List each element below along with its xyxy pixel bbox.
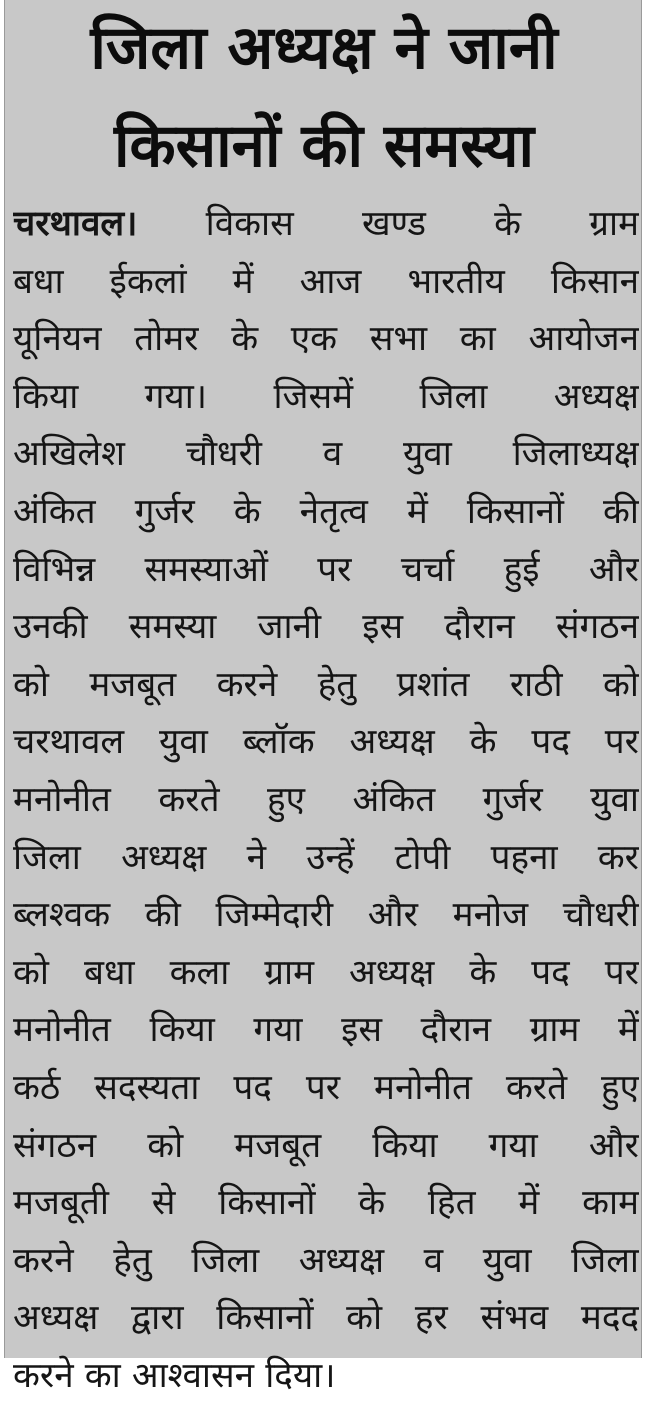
article-line: किया गया। जिसमें जिला अध्यक्ष (13, 376, 639, 417)
article-line: अखिलेश चौधरी व युवा जिलाध्यक्ष (13, 434, 639, 475)
newspaper-clipping (4, 0, 642, 1396)
article-line: चरथावल युवा ब्लॉक अध्यक्ष के पद पर (13, 722, 639, 763)
dateline: चरथावल। (13, 204, 138, 244)
article-line: को बधा कला ग्राम अध्यक्ष के पद पर (13, 952, 639, 993)
article-line: संगठन को मजबूत किया गया और (13, 1125, 639, 1166)
article-body (13, 196, 639, 1405)
article-line: करने हेतु जिला अध्यक्ष व युवा जिला (13, 1240, 639, 1281)
article-line: मजबूती से किसानों के हित में काम (13, 1183, 639, 1224)
article-line: अंकित गुर्जर के नेतृत्व में किसानों की (13, 491, 639, 532)
article-line (13, 196, 639, 254)
article-line: यूनियन तोमर के एक सभा का आयोजन (13, 319, 639, 360)
article-line: ब्लश्वक की जिम्मेदारी और मनोज चौधरी (13, 895, 639, 936)
article-line-text: विकास खण्ड के ग्राम (205, 204, 639, 244)
article-line: अध्यक्ष द्वारा किसानों को हर संभव मदद (13, 1298, 639, 1339)
article-line: मनोनीत करते हुए अंकित गुर्जर युवा (13, 779, 639, 820)
headline-line-1: जिला अध्यक्ष ने जानी (90, 13, 558, 83)
article-line: मनोनीत किया गया इस दौरान ग्राम में (13, 1010, 639, 1051)
headline-line-2: किसानों की समस्या (113, 111, 535, 181)
article-line: करने का आश्वासन दिया। (13, 1355, 336, 1396)
article-line: विभिन्न समस्याओं पर चर्चा हुई और (13, 549, 639, 590)
article-line: को मजबूत करने हेतु प्रशांत राठी को (13, 664, 639, 705)
article-line: उनकी समस्या जानी इस दौरान संगठन (13, 607, 639, 648)
article-line: बधा ईकलां में आज भारतीय किसान (13, 261, 639, 302)
article-line: जिला अध्यक्ष ने उन्हें टोपी पहना कर (13, 837, 639, 878)
article-line: कर्ठ सदस्यता पद पर मनोनीत करते हुए (13, 1067, 639, 1108)
